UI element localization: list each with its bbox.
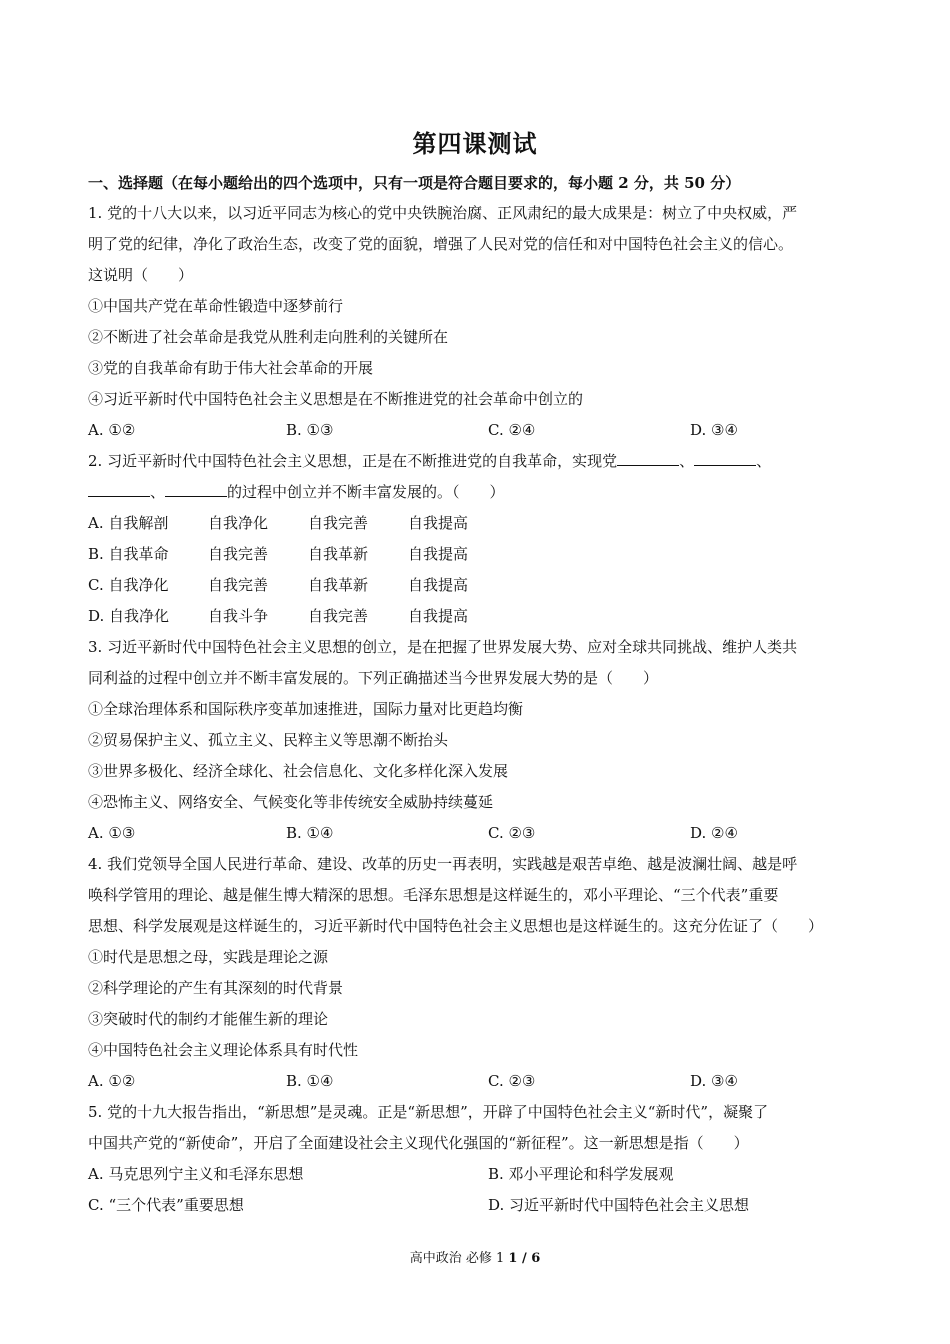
question-text-line: 唤科学管用的理论、越是催生博大精深的思想。毛泽东思想是这样诞生的，邓小平理论、“三个代表”重要	[88, 886, 779, 904]
statement-item: ①中国共产党在革命性锻造中逐梦前行	[88, 297, 344, 315]
option-cell: 自我革新	[308, 545, 369, 563]
answer-options	[88, 818, 864, 849]
option-d: D. ③④	[690, 1072, 738, 1090]
option-d: D. ③④	[690, 421, 738, 439]
statement-item: ③突破时代的制约才能催生新的理论	[88, 1010, 329, 1028]
statement-item: ①全球治理体系和国际秩序变革加速推进，国际力量对比更趋均衡	[88, 700, 524, 718]
option-a: A. ①②	[88, 1072, 136, 1090]
question-4	[88, 849, 864, 1097]
question-1	[88, 198, 864, 446]
option-b: B. ①③	[286, 421, 334, 439]
option-a: A. ①②	[88, 421, 136, 439]
statement-item: ①时代是思想之母，实践是理论之源	[88, 948, 329, 966]
option-cell: 自我提高	[408, 545, 469, 563]
question-text-line: 3. 习近平新时代中国特色社会主义思想的创立，是在把握了世界发展大势、应对全球共同挑战、维护人类共	[88, 638, 798, 656]
option-d: D. ②④	[690, 824, 738, 842]
option-b: B. 邓小平理论和科学发展观	[488, 1165, 674, 1183]
option-b: B. ①④	[286, 1072, 334, 1090]
option-c: C. “三个代表”重要思想	[88, 1196, 244, 1214]
statement-item: ③党的自我革命有助于伟大社会革命的开展	[88, 359, 374, 377]
option-cell: 自我完善	[208, 545, 269, 563]
question-text-line: 明了党的纪律，净化了政治生态，改变了党的面貌，增强了人民对党的信任和对中国特色社会主义的信心。	[88, 235, 794, 253]
questions	[88, 198, 864, 1221]
option-cell: 自我完善	[208, 576, 269, 594]
statement-item: ②不断进了社会革命是我党从胜利走向胜利的关键所在	[88, 328, 449, 346]
question-text-line: 中国共产党的“新使命”，开启了全面建设社会主义现代化强国的“新征程”。这一新思想是指（ ）	[88, 1134, 749, 1152]
option-cell: B. 自我革命	[88, 545, 169, 563]
statement-item: ②贸易保护主义、孤立主义、民粹主义等思潮不断抬头	[88, 731, 449, 749]
option-c: C. ②③	[488, 824, 536, 842]
option-cell: D. 自我净化	[88, 607, 170, 625]
question-text-line: 思想、科学发展观是这样诞生的，习近平新时代中国特色社会主义思想也是这样诞生的。这充分佐证了（ ）	[88, 917, 824, 935]
answer-options	[88, 415, 864, 446]
option-cell: 自我完善	[308, 607, 369, 625]
question-5	[88, 1097, 864, 1221]
statement-item: ②科学理论的产生有其深刻的时代背景	[88, 979, 344, 997]
option-c: C. ②③	[488, 1072, 536, 1090]
option-cell: 自我斗争	[208, 607, 269, 625]
page-title: 第四课测试	[412, 129, 538, 158]
question-text-line: 5. 党的十九大报告指出，“新思想”是灵魂。正是“新思想”，开辟了中国特色社会主义“新时代”，凝聚了	[88, 1103, 769, 1121]
option-c: C. ②④	[488, 421, 536, 439]
section-heading: 一、选择题（在每小题给出的四个选项中，只有一项是符合题目要求的，每小题 2 分，共 50 分）	[88, 174, 741, 192]
option-d: D. 习近平新时代中国特色社会主义思想	[488, 1196, 750, 1214]
fill-blank	[88, 478, 150, 497]
question-text-line: 这说明（ ）	[88, 266, 194, 284]
option-b: B. ①④	[286, 824, 334, 842]
option-cell: 自我提高	[408, 576, 469, 594]
fill-blank	[165, 478, 227, 497]
option-row	[88, 601, 864, 632]
option-cell: 自我提高	[408, 607, 469, 625]
option-cell: 自我提高	[408, 514, 469, 532]
separator: 、	[679, 452, 695, 470]
fill-blank	[617, 447, 679, 466]
separator: 、	[756, 452, 772, 470]
option-row	[88, 508, 864, 539]
question-text-line: 1. 党的十八大以来，以习近平同志为核心的党中央铁腕治腐、正风肃纪的最大成果是：树立了中央权威，严	[88, 204, 798, 222]
question-text-line	[88, 446, 864, 477]
separator: 、	[150, 483, 166, 501]
option-a: A. ①③	[88, 824, 136, 842]
page-number: 1 / 6	[508, 1251, 541, 1266]
statement-item: ④习近平新时代中国特色社会主义思想是在不断推进党的社会革命中创立的	[88, 390, 584, 408]
question-text: 2. 习近平新时代中国特色社会主义思想，正是在不断推进党的自我革命，实现党	[88, 452, 618, 470]
question-3	[88, 632, 864, 849]
answer-options	[88, 1159, 864, 1190]
question-text-line	[88, 477, 864, 508]
page-footer	[0, 1247, 950, 1266]
option-a: A. 马克思列宁主义和毛泽东思想	[88, 1165, 304, 1183]
statement-item: ④恐怖主义、网络安全、气候变化等非传统安全威胁持续蔓延	[88, 793, 494, 811]
statement-item: ③世界多极化、经济全球化、社会信息化、文化多样化深入发展	[88, 762, 509, 780]
fill-blank	[694, 447, 756, 466]
question-2	[88, 446, 864, 632]
footer-text: 高中政治 必修 1	[409, 1251, 509, 1266]
question-text-line: 同利益的过程中创立并不断丰富发展的。下列正确描述当今世界发展大势的是（ ）	[88, 669, 659, 687]
answer-options	[88, 1066, 864, 1097]
question-text-line: 4. 我们党领导全国人民进行革命、建设、改革的历史一再表明，实践越是艰苦卓绝、越是波澜壮阔、越是呼	[88, 855, 798, 873]
option-cell: 自我完善	[308, 514, 369, 532]
option-row	[88, 570, 864, 601]
option-row	[88, 539, 864, 570]
option-cell: 自我革新	[308, 576, 369, 594]
question-text: 的过程中创立并不断丰富发展的。（ ）	[227, 483, 505, 501]
answer-options	[88, 1190, 864, 1221]
option-cell: 自我净化	[208, 514, 269, 532]
option-cell: A. 自我解剖	[88, 514, 169, 532]
statement-item: ④中国特色社会主义理论体系具有时代性	[88, 1041, 359, 1059]
option-cell: C. 自我净化	[88, 576, 169, 594]
